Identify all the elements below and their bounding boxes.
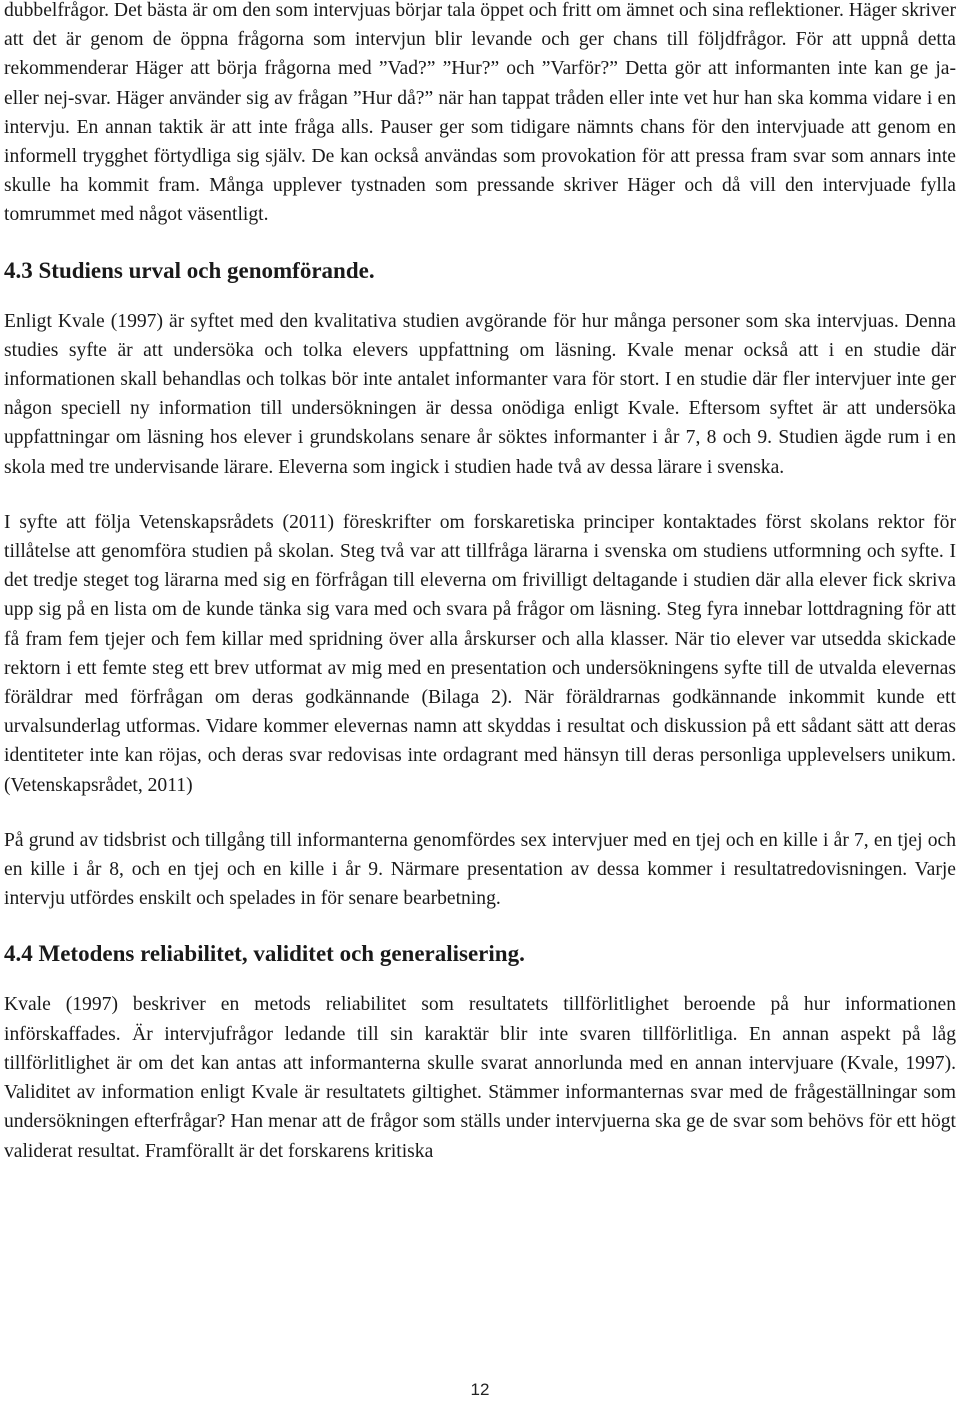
body-paragraph: dubbelfrågor. Det bästa är om den som intervjuas börjar tala öppet och fritt om ämnet och sina reflektioner. Häger skriver att det är genom de öppna frågorna som intervjun blir levande och ger chans till följdfrågor. För att uppnå detta rekommenderar Häger att börja frågorna med ”Vad?” ”Hur?” och ”Varför?” Detta gör att informanten inte kan ge ja- eller nej-svar. Häger använder sig av frågan ”Hur då?” när han tappat tråden eller inte vet hur han ska komma vidare i en intervju. En annan taktik är att inte fråga alls. Pauser ger som tidigare nämnts chans för den intervjuade att genom en informell trygghet förtydliga sig själv. De kan också användas som provokation för att pressa fram svar som annars inte skulle ha kommit fram. Många upplever tystnaden som pressande skriver Häger och då vill den intervjuade fylla tomrummet med något väsentligt. <box>4 0 956 226</box>
page-number: 12 <box>470 1380 490 1399</box>
body-paragraph: I syfte att följa Vetenskapsrådets (2011) föreskrifter om forskaretiska principer kontaktades först skolans rektor för tillåtelse att genomföra studien på skolan. Steg två var att tillfråga lärarna i svenska om studiens utformning och syfte. I det tredje steget tog lärarna med sig en förfrågan till eleverna om frivilligt deltagande i studien där alla elever fick skriva upp sig på en lista om de kunde tänka sig vara med och svara på frågor om läsning. Steg fyra innebar lottdragning för att få fram fem tjejer och fem killar med spridning över alla årskurser och alla klasser. När tio elever var utsedda skickade rektorn i ett femte steg ett brev utformat av mig med en presentation och undersökningens syfte till de utvalda elevernas föräldrar med förfrågan om deras godkännande (Bilaga 2). När föräldrarnas godkännande inkommit kunde ett urvalsunderlag utformas. Vidare kommer elevernas namn att skyddas i resultat och diskussion på ett sådant sätt att deras identiteter inte kan röjas, och deras svar redovisas inte ordagrant med hänsyn till deras personliga upplevelsers unikum.(Vetenskapsrådet, 2011) <box>4 511 956 796</box>
section-heading-4-3: 4.3 Studiens urval och genomförande. <box>4 257 375 283</box>
document-page <box>4 0 956 1166</box>
body-paragraph: Enligt Kvale (1997) är syftet med den kvalitativa studien avgörande för hur många personer som ska intervjuas. Denna studies syfte är att undersöka och tolka elevers uppfattning om läsning. Kvale menar också att i en studie där informationen skall behandlas och tolkas bör inte antalet informanter vara för stort. I en studie där fler intervjuer inte ger någon speciell ny information till undersökningen är dessa onödiga enligt Kvale. Eftersom syftet är att undersöka uppfattningar om läsning hos elever i grundskolans senare år söktes informanter i år 7, 8 och 9. Studien ägde rum i en skola med tre undervisande lärare. Eleverna som ingick i studien hade två av dessa lärare i svenska. <box>4 310 956 478</box>
section-heading-4-4: 4.4 Metodens reliabilitet, validitet och generalisering. <box>4 941 525 967</box>
body-paragraph: Kvale (1997) beskriver en metods reliabilitet som resultatets tillförlitlighet beroende på hur informationen införskaffades. Är intervjufrågor ledande till sin karaktär blir inte svaren tillförlitliga. En annan aspekt på låg tillförlitlighet är om det kan antas att informanterna skulle svarat annorlunda med en annan intervjuare (Kvale, 1997). Validitet av information enligt Kvale är resultatets giltighet. Stämmer informanternas svar med de frågeställningar som undersökningen efterfrågar? Han menar att de frågor som ställs under intervjuerna ska ge de svar som behövs för ett högt validerat resultat. Framförallt är det forskarens kritiska <box>4 994 956 1162</box>
body-paragraph: På grund av tidsbrist och tillgång till informanterna genomfördes sex intervjuer med en tjej och en kille i år 7, en tjej och en kille i år 8, och en tjej och en kille i år 9. Närmare presentation av dessa kommer i resultatredovisningen. Varje intervju utfördes enskilt och spelades in för senare bearbetning. <box>4 829 956 910</box>
